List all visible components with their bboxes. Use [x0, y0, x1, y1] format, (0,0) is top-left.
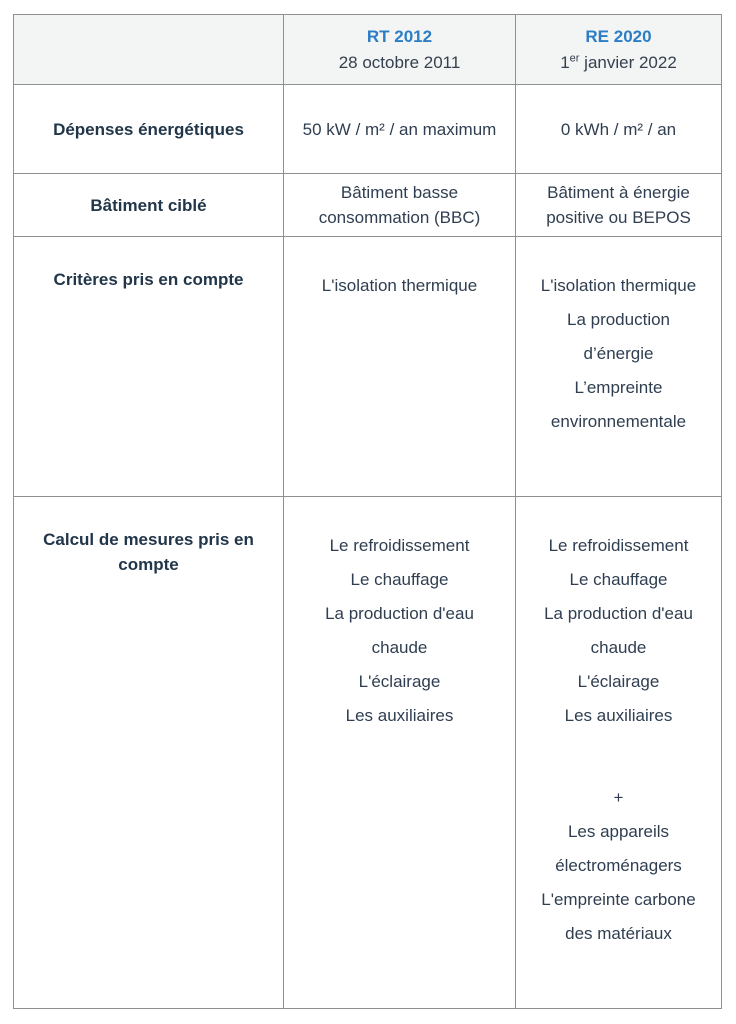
- table-row: [14, 237, 722, 497]
- list-line: Les appareils électroménagers: [555, 822, 682, 875]
- batiment-rt2012-value: Bâtiment basse consommation (BBC): [284, 174, 516, 237]
- list-line: Le chauffage: [569, 570, 668, 589]
- row-label-batiment: Bâtiment ciblé: [14, 174, 284, 237]
- re2020-date-superscript: er: [569, 51, 580, 64]
- calcul-rt2012-list: [284, 497, 516, 1009]
- calcul-re2020-list: [516, 497, 722, 1009]
- criteres-re2020-list: [516, 237, 722, 497]
- list-line: Les auxiliaires: [345, 706, 454, 725]
- table-row: [14, 497, 722, 1009]
- table-row: [14, 85, 722, 174]
- list-line: L'éclairage: [577, 672, 660, 691]
- list-line: L'isolation thermique: [321, 276, 478, 295]
- list-line: L'empreinte carbone des matériaux: [541, 890, 696, 943]
- re2020-date-number: 1: [560, 52, 570, 72]
- list-line: L’empreinte environnementale: [550, 378, 687, 431]
- row-label-calcul: Calcul de mesures pris en compte: [14, 497, 284, 1009]
- header-rt2012-cell: [284, 15, 516, 85]
- list-line: La production d’énergie: [566, 310, 671, 363]
- depenses-re2020-value: 0 kWh / m² / an: [516, 85, 722, 174]
- list-line: +: [613, 788, 624, 807]
- criteres-rt2012-list: [284, 237, 516, 497]
- re2020-date: [522, 50, 715, 76]
- re2020-date-rest: janvier 2022: [579, 52, 677, 72]
- list-line: L'isolation thermique: [540, 276, 697, 295]
- list-line: Les auxiliaires: [564, 706, 673, 725]
- row-label-depenses: Dépenses énergétiques: [14, 85, 284, 174]
- table-row: [14, 174, 722, 237]
- list-line: [536, 733, 701, 781]
- list-line: La production d'eau chaude: [325, 604, 474, 657]
- rt2012-title: RT 2012: [366, 26, 433, 46]
- list-line: L'éclairage: [358, 672, 441, 691]
- header-row: [14, 15, 722, 85]
- header-re2020-cell: [516, 15, 722, 85]
- re2020-title: RE 2020: [585, 26, 652, 46]
- row-label-criteres: Critères pris en compte: [14, 237, 284, 497]
- list-line: Le chauffage: [350, 570, 449, 589]
- depenses-rt2012-value: 50 kW / m² / an maximum: [284, 85, 516, 174]
- list-line: La production d'eau chaude: [544, 604, 693, 657]
- list-line: Le refroidissement: [548, 536, 689, 555]
- rt2012-date: 28 octobre 2011: [338, 52, 461, 72]
- list-line: Le refroidissement: [329, 536, 470, 555]
- batiment-re2020-value: Bâtiment à énergie positive ou BEPOS: [516, 174, 722, 237]
- header-corner-cell: [14, 15, 284, 85]
- comparison-table: [13, 14, 722, 1009]
